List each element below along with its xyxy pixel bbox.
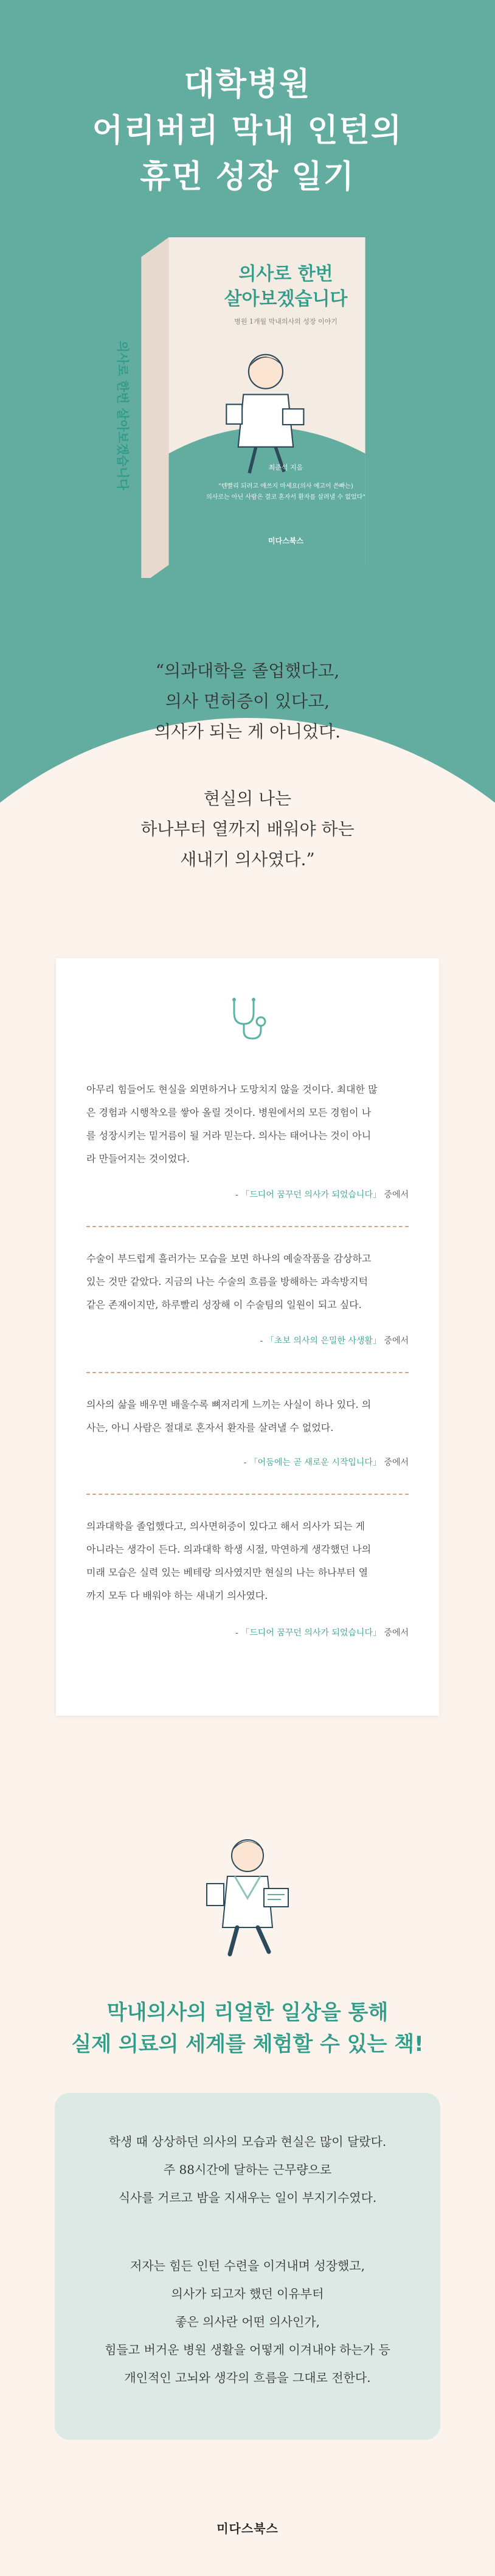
description-line: 학생 때 상상하던 의사의 모습과 현실은 많이 달랐다.	[108, 2134, 387, 2149]
source-suffix: 중에서	[381, 1190, 409, 1200]
quote-line: 새내기 의사였다.”	[180, 849, 315, 869]
excerpt-text	[86, 1078, 409, 1171]
quote-line: 의사 면허증이 있다고,	[165, 691, 330, 711]
description-line: 좋은 의사란 어떤 의사인가,	[175, 2314, 320, 2329]
excerpt-line: 수술이 부드럽게 흘러가는 모습을 보면 하나의 예술작품을 감상하고	[86, 1253, 372, 1264]
description-line: 의사가 되고자 했던 이유부터	[171, 2286, 324, 2301]
excerpt-line: 를 성장시키는 밑거름이 될 거라 믿는다. 의사는 태어나는 것이 아니	[86, 1130, 372, 1141]
excerpt-line: 아니라는 생각이 든다. 의과대학 학생 시절, 막연하게 생각했던 나의	[86, 1544, 372, 1555]
description-line: 힘들고 버거운 병원 생활을 어떻게 이겨내야 하는가 등	[105, 2342, 390, 2357]
book-blurb-line-2: 의사로는 아닌 사람은 결코 혼자서 환자를 살려낼 수 없었다"	[206, 494, 365, 501]
stethoscope-icon	[223, 995, 272, 1043]
excerpt-line: 의사의 삶을 배우면 배울수록 뼈저리게 느끼는 사실이 하나 있다. 의	[86, 1399, 372, 1410]
headline-line-1: 막내의사의 리얼한 일상을 통해	[106, 2000, 389, 2025]
source-prefix: -	[235, 1628, 241, 1638]
excerpt-line: 미래 모습은 실력 있는 베테랑 의사였지만 현실의 나는 하나부터 열	[86, 1567, 369, 1578]
excerpt-text	[86, 1515, 409, 1607]
description-box	[55, 2093, 440, 2440]
hero-title-line-2: 어리버리 막내 인턴의	[92, 113, 403, 149]
source-title: 「어둠에는 곧 새로운 시작입니다」	[249, 1458, 381, 1467]
excerpt-line: 사는, 아니 사람은 절대로 혼자서 환자를 살려낼 수 없었다.	[86, 1422, 334, 1433]
description-line: 식사를 거르고 밤을 지새우는 일이 부지기수였다.	[118, 2190, 377, 2205]
book-blurb-line-1: "텐빨리 되려고 애쓰지 마세요(의사 예고이 쓴빠는)	[218, 483, 353, 490]
excerpt-line: 라 만들어지는 것이었다.	[86, 1153, 190, 1164]
excerpt-card	[56, 958, 439, 1716]
excerpt-line: 아무리 힘들어도 현실을 외면하거나 도망치지 않을 것이다. 최대한 많	[86, 1084, 378, 1095]
description-line: 개인적인 고뇌와 생각의 흐름을 그대로 전한다.	[124, 2370, 371, 2385]
book-title-line-1: 의사로 한번	[238, 263, 333, 285]
source-title: 「초보 의사의 은밀한 사생활」	[265, 1336, 381, 1346]
doctor-illustration	[196, 1831, 299, 1959]
book-spine-title: 의사로 한번 살아보겠습니다	[116, 341, 130, 490]
quote-line: 현실의 나는	[203, 788, 292, 809]
book-title-line-2: 살아보겠습니다	[224, 288, 348, 310]
excerpt-source	[260, 1334, 409, 1346]
source-prefix: -	[235, 1190, 241, 1200]
quote-line: 하나부터 열까지 배워야 하는	[140, 819, 355, 839]
book-author: 최준석 지음	[268, 464, 303, 472]
book-publisher: 미다스북스	[268, 537, 303, 545]
source-title: 「드디어 꿈꾸던 의사가 되었습니다」	[241, 1190, 381, 1200]
excerpt-line: 까지 모두 다 배워야 하는 새내기 의사였다.	[86, 1590, 268, 1601]
source-suffix: 중에서	[381, 1458, 409, 1467]
dashed-divider	[86, 1226, 409, 1227]
publisher-logo: 미다스북스	[216, 2521, 279, 2536]
excerpt-text	[86, 1247, 409, 1317]
quote-line: “의과대학을 졸업했다고,	[155, 661, 340, 681]
source-prefix: -	[260, 1336, 266, 1346]
hero-title-line-1: 대학병원	[184, 66, 311, 103]
book-subtitle: 병원 1개월 막내의사의 성장 이야기	[234, 318, 338, 325]
source-prefix: -	[243, 1458, 249, 1467]
dashed-divider	[86, 1494, 409, 1495]
description-line: 주 88시간에 달하는 근무량으로	[163, 2162, 332, 2177]
source-title: 「드디어 꿈꾸던 의사가 되었습니다」	[241, 1628, 381, 1638]
source-suffix: 중에서	[381, 1336, 409, 1346]
description-line: 저자는 힘든 인턴 수련을 이겨내며 성장했고,	[130, 2258, 365, 2273]
excerpt-source	[235, 1626, 409, 1638]
source-suffix: 중에서	[381, 1628, 409, 1638]
dashed-divider	[86, 1372, 409, 1373]
quote-line: 의사가 되는 게 아니었다.	[154, 722, 341, 742]
excerpt-source	[235, 1188, 409, 1200]
excerpt-line: 의과대학을 졸업했다고, 의사면허증이 있다고 해서 의사가 되는 게	[86, 1520, 365, 1532]
excerpt-line: 있는 것만 같았다. 지금의 나는 수술의 흐름을 방해하는 과속방지턱	[86, 1276, 369, 1287]
excerpt-text	[86, 1393, 409, 1439]
excerpt-source	[244, 1456, 409, 1468]
excerpt-line: 은 경험과 시행착오를 쌓아 올릴 것이다. 병원에서의 모든 경험이 나	[86, 1107, 372, 1118]
excerpt-line: 같은 존재이지만, 하루빨리 성장해 이 수술팀의 일원이 되고 싶다.	[86, 1299, 362, 1311]
hero-title-line-3: 휴먼 성장 일기	[140, 159, 355, 195]
headline-line-2: 실제 의료의 세계를 체험할 수 있는 책!	[71, 2032, 424, 2056]
